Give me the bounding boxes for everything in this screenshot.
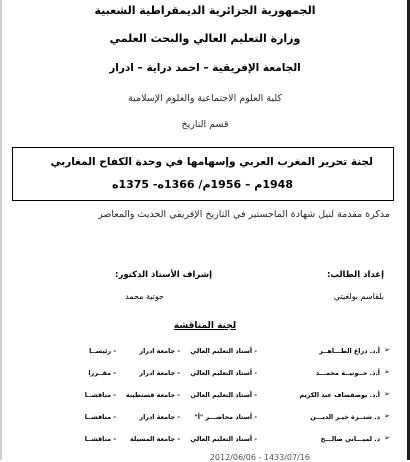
member-name: أ.د. حــوتيــة محمـــد <box>315 369 380 377</box>
supervisor-name: حوتية محمد <box>125 292 164 301</box>
member-role: - مناقشــا <box>84 435 116 443</box>
member-role: - مناقشــا <box>84 391 116 399</box>
member-role: - مناقشــا <box>84 413 116 421</box>
republic-heading: الجمهورية الجزائرية الديمقراطية الشعبية <box>94 4 316 17</box>
committee-member-row <box>10 434 390 448</box>
arrow-bullet-icon: ➢ <box>384 412 390 420</box>
member-university: - جامعة ادرار <box>139 413 180 421</box>
arrow-bullet-icon: ➢ <box>384 346 390 354</box>
thesis-title: لجنة تحرير المغرب العربي وإسهامها في وحدة الكفاح المغاربي <box>50 156 373 168</box>
member-rank: - أستاذ التعليم العالي <box>190 369 257 377</box>
member-name: د. شتــرة خيـر الديـــن <box>310 413 380 421</box>
prepared-by-label: إعداد الطالب: <box>326 270 384 280</box>
member-university: - جامعة ادرار <box>139 347 180 355</box>
member-role: - رئيســا <box>89 347 116 355</box>
defense-date: 2012/06/06 - 1433/07/16 <box>209 453 310 462</box>
member-rank: - أستاذ التعليم العالي <box>190 347 257 355</box>
committee-title: لجنة المناقشة <box>173 321 237 331</box>
member-rank: - أستاذ التعليم العالي <box>190 391 257 399</box>
arrow-bullet-icon: ➢ <box>384 368 390 376</box>
faculty-heading: كلية العلوم الاجتماعية والعلوم الإسلامية <box>128 93 282 104</box>
ministry-heading: وزارة التعليم العالي والبحث العلمي <box>109 32 301 45</box>
member-university: - جامعة قسنطينة <box>125 391 180 399</box>
member-rank: - أستاذ محاضـــر "أ" <box>194 413 257 421</box>
thesis-period: 1948م – 1956م/ 1366ه- 1375ه <box>111 178 293 191</box>
committee-member-row <box>10 346 390 360</box>
thesis-note: مذكرة مقدمة لنيل شهادة الماجستير في التاريخ الإفريقي الحديث والمعاصر <box>98 209 390 220</box>
student-name: بلقاسم بولغيتي <box>333 292 384 301</box>
department-heading: قسم التاريخ <box>181 119 229 130</box>
thesis-title-box <box>12 147 394 201</box>
member-university: - جامعة ادرار <box>139 369 180 377</box>
committee-member-row <box>10 412 390 426</box>
member-university: - جامعة المسيلة <box>129 435 180 443</box>
member-rank: - أستاذ التعليم العالي <box>190 435 257 443</box>
supervisor-label: إشراف الأستاذ الدكتور: <box>115 270 212 280</box>
member-name: د. لميـــاني صالـــح <box>320 435 380 443</box>
member-name: أ.د. دراع الطـــاهــر <box>319 347 380 355</box>
university-heading: الجامعة الإفريقية – احمد دراية – ادرار <box>109 62 301 74</box>
member-role: - مقــررا <box>88 369 116 377</box>
arrow-bullet-icon: ➢ <box>384 390 390 398</box>
committee-member-row <box>10 368 390 382</box>
arrow-bullet-icon: ➢ <box>384 434 390 442</box>
committee-member-row <box>10 390 390 404</box>
member-name: أ.د. بوصفصاف عبد الكريم <box>299 391 380 399</box>
